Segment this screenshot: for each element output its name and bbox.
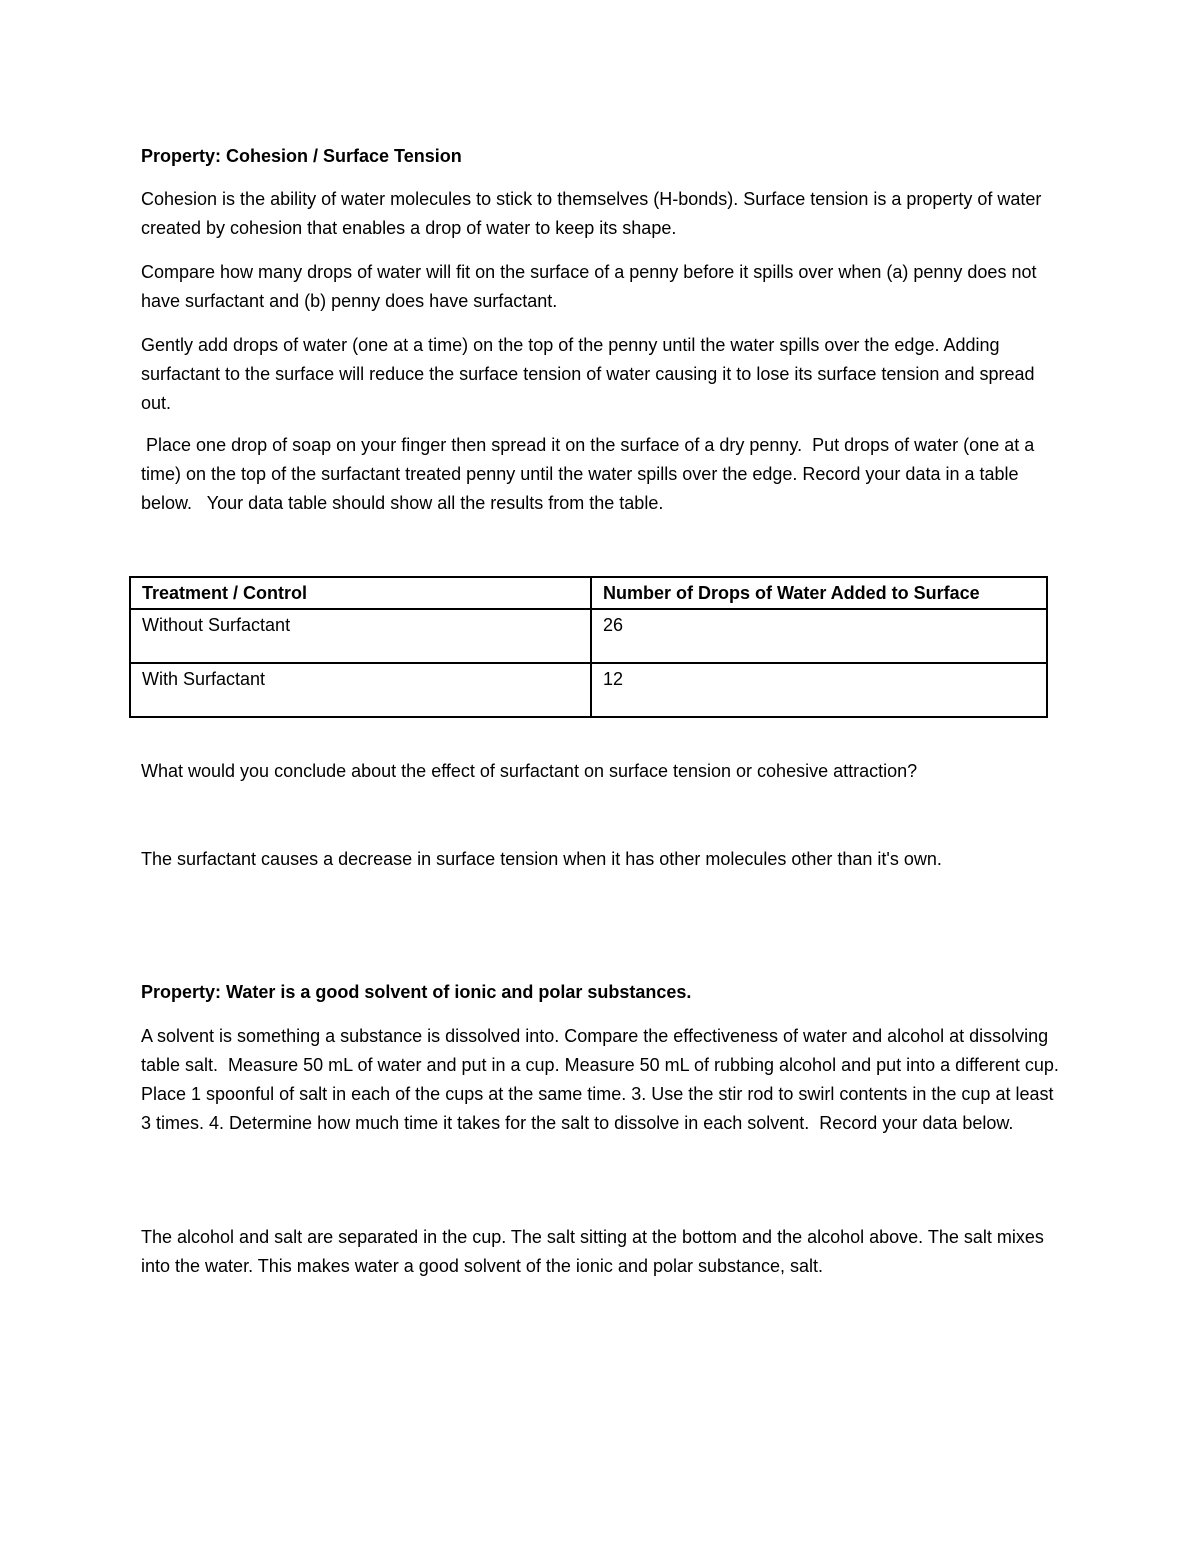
section2-heading: Property: Water is a good solvent of ionic and polar substances. <box>141 982 692 1002</box>
procedure-step-2: Place one drop of soap on your finger then spread it on the surface of a dry penny. Put drops of water (one at a time) on the top of the surfactant treated penny until the water spills over the edge. Record your data in a table below. Your data table should show all the results from the table. <box>141 435 1040 513</box>
row-treatment-cell: With Surfactant <box>130 663 591 717</box>
solvent-instructions: A solvent is something a substance is dissolved into. Compare the effectiveness of water and alcohol at dissolving table salt. Measure 50 mL of water and put in a cup. Measure 50 mL of rubbing alcohol and put into a different cup. Place 1 spoonful of salt in each of the cups at the same time. 3. Use the stir rod to swirl contents in the cup at least 3 times. 4. Determine how much time it takes for the salt to dissolve in each solvent. Record your data below. <box>141 1026 1069 1133</box>
row-treatment-cell: Without Surfactant <box>130 609 591 663</box>
procedure-step-1: Gently add drops of water (one at a time) on the top of the penny until the water spills over the edge. Adding surfactant to the surface will reduce the surface tension of water causing it to lose its surface tension and spread out. <box>141 335 1035 413</box>
row-drops-cell: 12 <box>591 663 1047 717</box>
comparison-instructions: Compare how many drops of water will fit on the surface of a penny before it spills over when (a) penny does not have surfactant and (b) penny does have surfactant. <box>141 262 1037 311</box>
cohesion-definition: Cohesion is the ability of water molecules to stick to themselves (H-bonds). Surface tension is a property of water created by cohesion that enables a drop of water to keep its shape. <box>141 189 1042 238</box>
results-table <box>129 576 1048 718</box>
header-drops: Number of Drops of Water Added to Surface <box>591 577 1047 609</box>
table-row <box>130 609 1047 663</box>
header-treatment: Treatment / Control <box>130 577 591 609</box>
solvent-answer: The alcohol and salt are separated in the cup. The salt sitting at the bottom and the alcohol above. The salt mixes into the water. This makes water a good solvent of the ionic and polar substance, salt. <box>141 1227 1044 1276</box>
section1-heading: Property: Cohesion / Surface Tension <box>141 146 462 166</box>
table-header-row <box>130 577 1047 609</box>
table-row <box>130 663 1047 717</box>
conclusion-answer: The surfactant causes a decrease in surface tension when it has other molecules other than it's own. <box>141 849 942 869</box>
row-drops-cell: 26 <box>591 609 1047 663</box>
conclusion-question: What would you conclude about the effect of surfactant on surface tension or cohesive attraction? <box>141 761 918 781</box>
